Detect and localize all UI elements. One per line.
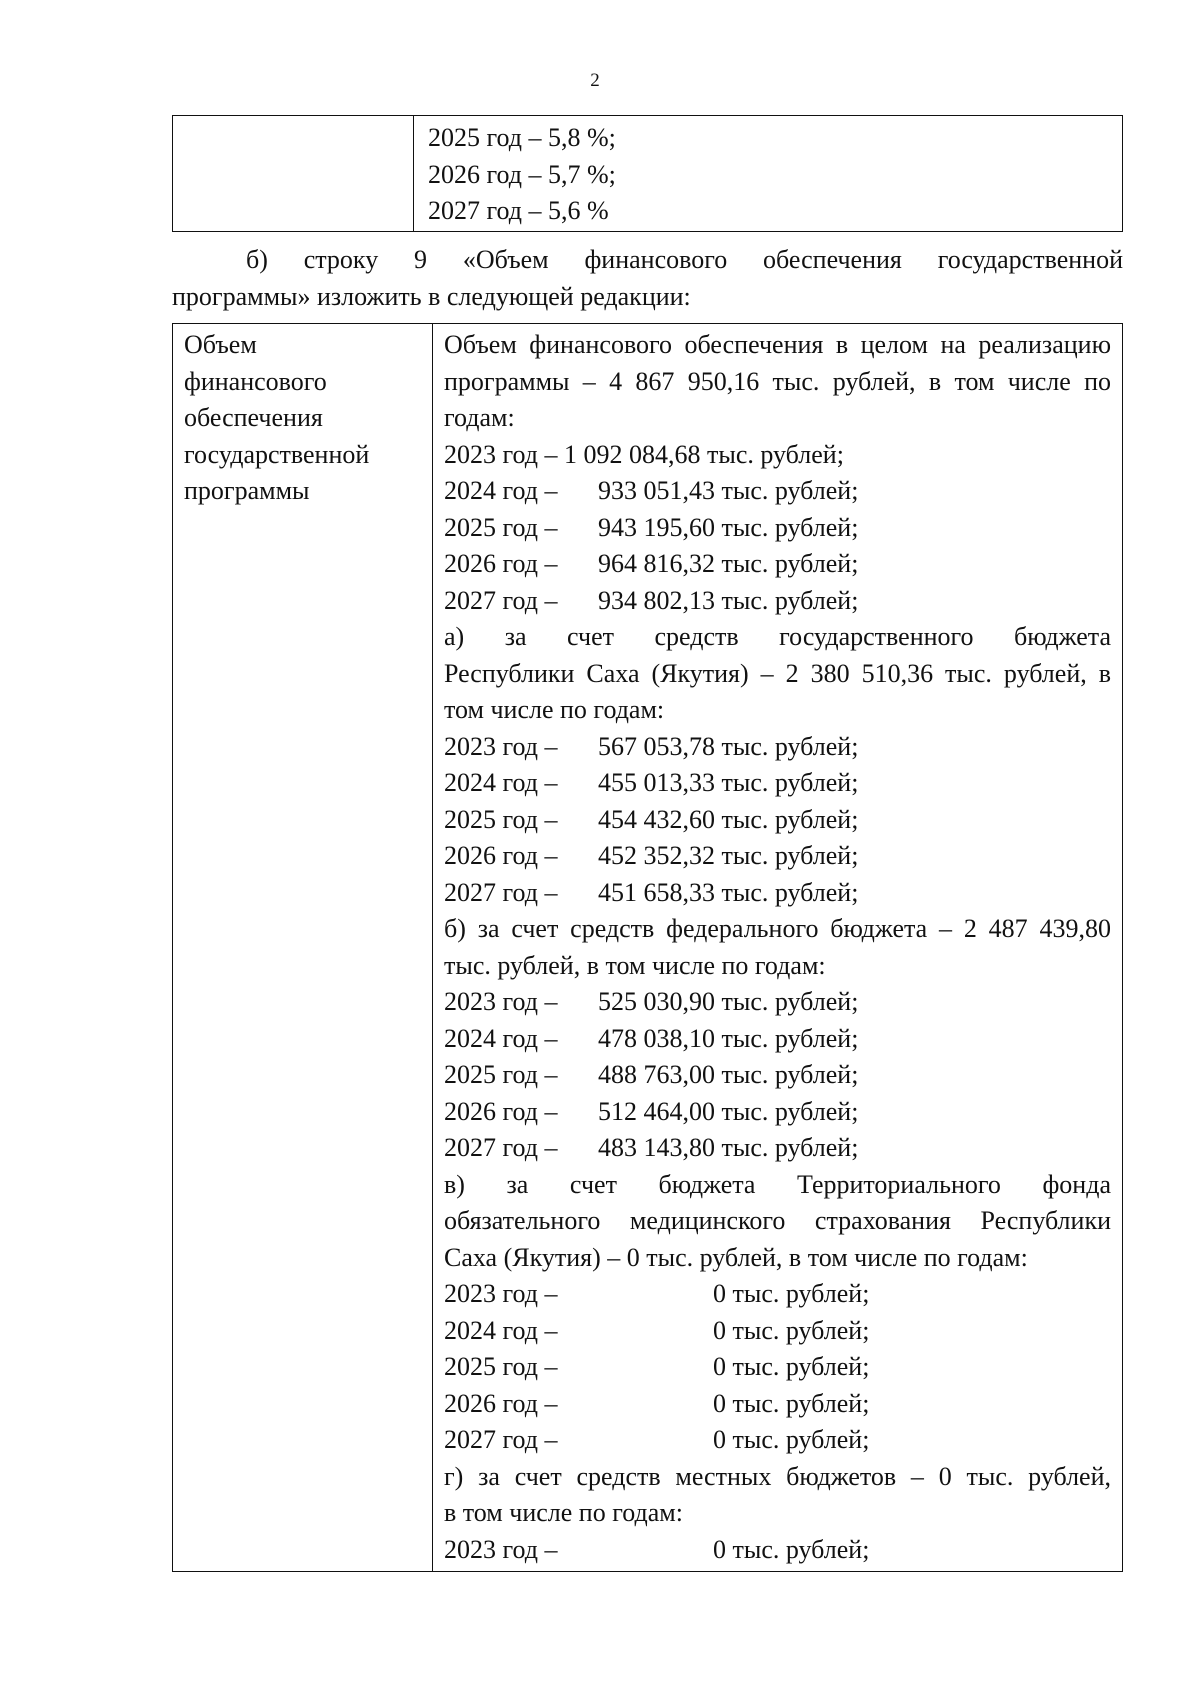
label-line: финансового bbox=[184, 366, 327, 396]
year-row bbox=[444, 1021, 1111, 1058]
year-label: 2023 год – bbox=[444, 731, 558, 761]
year-label: 2023 год – bbox=[444, 1279, 558, 1308]
year-amount: 964 816,32 тыс. рублей; bbox=[598, 549, 859, 578]
amendment-line: б) строку 9 «Объем финансового обеспечения государственной bbox=[246, 245, 1123, 274]
label-line: Объем bbox=[184, 330, 257, 359]
year-row bbox=[444, 583, 1111, 620]
year-amount: 0 тыс. рублей; bbox=[713, 1425, 870, 1454]
rate-line: 2026 год – 5,7 %; bbox=[428, 159, 616, 189]
section-c-line: Саха (Якутия) – 0 тыс. рублей, в том числе по годам: bbox=[444, 1242, 1028, 1272]
table-row bbox=[173, 324, 1123, 1572]
year-amount: 0 тыс. рублей; bbox=[713, 1352, 870, 1381]
year-label: 2026 год – bbox=[444, 841, 558, 870]
rates-table bbox=[172, 115, 1123, 232]
year-label: 2025 год – bbox=[444, 1352, 558, 1381]
year-amount: 452 352,32 тыс. рублей; bbox=[598, 841, 859, 870]
rate-line: 2027 год – 5,6 % bbox=[428, 196, 609, 225]
year-label: 2023 год – bbox=[444, 1534, 558, 1564]
year-label: 2027 год – bbox=[444, 1133, 558, 1162]
amendment-paragraph bbox=[172, 242, 1123, 315]
year-label: 2026 год – bbox=[444, 549, 558, 578]
year-label: 2024 год – bbox=[444, 1023, 558, 1053]
year-amount: 478 038,10 тыс. рублей; bbox=[598, 1023, 859, 1053]
section-d-line: в том числе по годам: bbox=[444, 1498, 683, 1527]
finance-table bbox=[172, 323, 1123, 1572]
year-amount: 454 432,60 тыс. рублей; bbox=[598, 804, 859, 834]
year-amount: 0 тыс. рублей; bbox=[713, 1388, 870, 1418]
section-a-line: Республики Саха (Якутия) – 2 380 510,36 тыс. рублей, в bbox=[444, 658, 1111, 688]
year-row bbox=[444, 875, 1111, 912]
year-row bbox=[444, 473, 1111, 510]
row-label-cell bbox=[173, 324, 433, 1572]
rate-line: 2025 год – 5,8 %; bbox=[428, 123, 616, 152]
finance-content-cell bbox=[433, 324, 1123, 1572]
year-label: 2027 год – bbox=[444, 877, 558, 907]
label-line: государственной bbox=[184, 439, 370, 469]
year-row bbox=[444, 765, 1111, 802]
year-row bbox=[444, 802, 1111, 839]
page-number: 2 bbox=[590, 70, 600, 91]
year-amount: 483 143,80 тыс. рублей; bbox=[598, 1133, 859, 1162]
year-row bbox=[444, 1276, 1111, 1313]
year-label: 2023 год – bbox=[444, 987, 558, 1016]
total-text-line: годам: bbox=[444, 403, 515, 432]
year-amount: 451 658,33 тыс. рублей; bbox=[598, 877, 859, 907]
year-row bbox=[444, 838, 1111, 875]
year-row bbox=[444, 1349, 1111, 1386]
year-amount: 943 195,60 тыс. рублей; bbox=[598, 512, 859, 542]
year-label: 2026 год – bbox=[444, 1388, 558, 1418]
year-label: 2025 год – bbox=[444, 512, 558, 542]
year-label: 2027 год – bbox=[444, 585, 558, 615]
year-amount: 933 051,43 тыс. рублей; bbox=[598, 476, 859, 505]
section-a-line: том числе по годам: bbox=[444, 695, 665, 724]
year-label: 2026 год – bbox=[444, 1096, 558, 1126]
year-label: 2024 год – bbox=[444, 768, 558, 797]
year-label: 2025 год – bbox=[444, 1060, 558, 1089]
total-text-line: программы – 4 867 950,16 тыс. рублей, в том числе по bbox=[444, 366, 1111, 396]
label-line: обеспечения bbox=[184, 403, 323, 432]
year-amount: 488 763,00 тыс. рублей; bbox=[598, 1060, 859, 1089]
year-row bbox=[444, 1422, 1111, 1459]
year-label: 2025 год – bbox=[444, 804, 558, 834]
label-line: программы bbox=[184, 476, 310, 505]
year-amount: 525 030,90 тыс. рублей; bbox=[598, 987, 859, 1016]
year-amount: 0 тыс. рублей; bbox=[713, 1534, 870, 1564]
year-label: 2023 год – bbox=[444, 439, 558, 469]
year-row bbox=[444, 984, 1111, 1021]
year-row bbox=[444, 437, 1111, 474]
section-c-line: в) за счет бюджета Территориального фонда bbox=[444, 1169, 1111, 1199]
section-c-line: обязательного медицинского страхования Республики bbox=[444, 1206, 1111, 1235]
year-row bbox=[444, 729, 1111, 766]
year-amount: 567 053,78 тыс. рублей; bbox=[598, 731, 859, 761]
year-label: 2024 год – bbox=[444, 1315, 558, 1345]
rates-cell bbox=[414, 116, 1123, 232]
year-row bbox=[444, 1313, 1111, 1350]
year-amount: 0 тыс. рублей; bbox=[713, 1315, 870, 1345]
year-row bbox=[444, 1057, 1111, 1094]
year-amount: 0 тыс. рублей; bbox=[713, 1279, 870, 1308]
section-a-line: а) за счет средств государственного бюджета bbox=[444, 622, 1111, 651]
year-amount: 455 013,33 тыс. рублей; bbox=[598, 768, 859, 797]
year-row bbox=[444, 1130, 1111, 1167]
year-amount: 512 464,00 тыс. рублей; bbox=[598, 1096, 859, 1126]
total-text-line: Объем финансового обеспечения в целом на реализацию bbox=[444, 330, 1111, 359]
year-label: 2024 год – bbox=[444, 476, 558, 505]
year-row bbox=[444, 1094, 1111, 1131]
section-b-line: б) за счет средств федерального бюджета – 2 487 439,80 bbox=[444, 914, 1111, 943]
year-amount: 1 092 084,68 тыс. рублей; bbox=[564, 439, 844, 469]
section-b-line: тыс. рублей, в том числе по годам: bbox=[444, 950, 826, 980]
year-label: 2027 год – bbox=[444, 1425, 558, 1454]
table-row bbox=[173, 116, 1123, 232]
empty-cell bbox=[173, 116, 414, 232]
year-row bbox=[444, 546, 1111, 583]
year-row bbox=[444, 510, 1111, 547]
year-row bbox=[444, 1532, 1111, 1569]
amendment-line: программы» изложить в следующей редакции: bbox=[172, 281, 691, 311]
year-amount: 934 802,13 тыс. рублей; bbox=[598, 585, 859, 615]
section-d-line: г) за счет средств местных бюджетов – 0 тыс. рублей, bbox=[444, 1461, 1111, 1491]
year-row bbox=[444, 1386, 1111, 1423]
